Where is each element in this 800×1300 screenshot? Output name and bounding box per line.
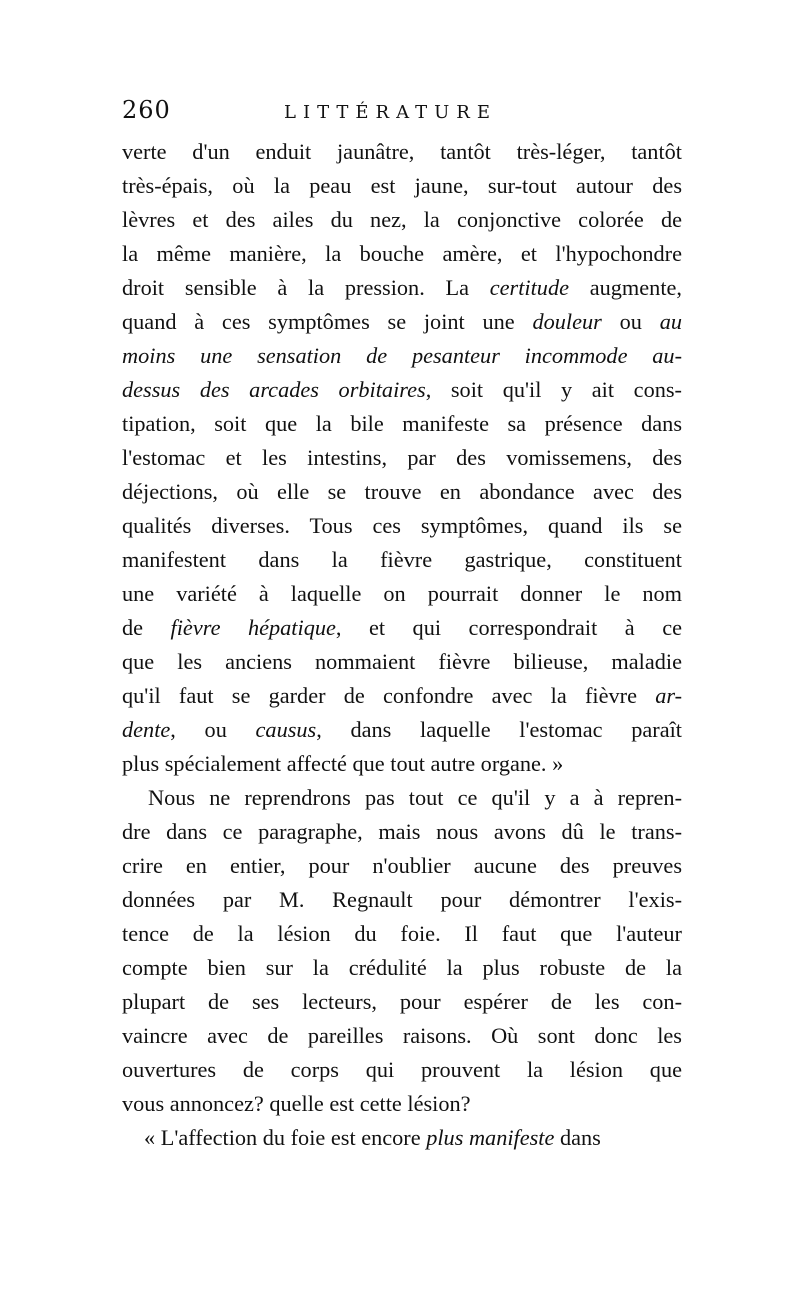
text-segment: l'estomac et les intestins, par des vomissemens, des <box>122 445 682 470</box>
text-segment: tipation, soit que la bile manifeste sa présence dans <box>122 411 682 436</box>
text-segment: Nous ne reprendrons pas tout ce qu'il y a à repren- <box>148 785 682 810</box>
text-segment: données par M. Regnault pour démontrer l'exis- <box>122 887 682 912</box>
text-segment: vaincre avec de pareilles raisons. Où sont donc les <box>122 1023 682 1048</box>
text-line <box>122 271 682 305</box>
text-line <box>122 679 682 713</box>
text-line <box>122 713 682 747</box>
text-segment: qualités diverses. Tous ces symptômes, quand ils se <box>122 513 682 538</box>
text-line <box>122 815 682 849</box>
text-line <box>122 951 682 985</box>
text-line <box>122 611 682 645</box>
text-segment: plus spécialement affecté que tout autre organe. » <box>122 751 564 776</box>
text-segment: droit sensible à la pression. La <box>122 275 490 300</box>
body-text <box>122 135 682 1155</box>
text-segment: déjections, où elle se trouve en abondance avec des <box>122 479 682 504</box>
running-head: LITTÉRATURE <box>284 102 497 123</box>
text-line <box>122 781 682 815</box>
italic-text: douleur <box>532 309 602 334</box>
text-segment: manifestent dans la fièvre gastrique, constituent <box>122 547 682 572</box>
text-segment: tence de la lésion du foie. Il faut que l'auteur <box>122 921 682 946</box>
page-number: 260 <box>122 96 171 124</box>
text-line <box>122 849 682 883</box>
italic-text: causus <box>255 717 317 742</box>
text-segment: verte d'un enduit jaunâtre, tantôt très-léger, tantôt <box>122 139 682 164</box>
text-segment: « L'affection du foie est encore <box>144 1125 427 1150</box>
text-segment: de <box>122 615 171 640</box>
text-segment: ouvertures de corps qui prouvent la lésion que <box>122 1057 682 1082</box>
italic-text: dente <box>122 717 171 742</box>
italic-text: moins une sensation de pesanteur incommode au- <box>122 343 682 368</box>
text-line <box>122 237 682 271</box>
text-line <box>122 1053 682 1087</box>
text-segment: quand à ces symptômes se joint une <box>122 309 533 334</box>
italic-text: ar- <box>655 683 682 708</box>
text-line <box>122 441 682 475</box>
italic-text: plus manifeste <box>426 1125 555 1150</box>
text-line <box>122 747 682 781</box>
italic-text: au <box>659 309 682 334</box>
text-line <box>122 135 682 169</box>
text-line <box>122 1121 682 1155</box>
text-line <box>122 509 682 543</box>
text-segment: qu'il faut se garder de confondre avec la fièvre <box>122 683 656 708</box>
text-line <box>122 985 682 1019</box>
text-segment: vous annoncez? quelle est cette lésion? <box>122 1091 471 1116</box>
text-segment: , dans laquelle l'estomac paraît <box>316 717 682 742</box>
text-line <box>122 169 682 203</box>
text-segment: ou <box>601 309 660 334</box>
text-line <box>122 1019 682 1053</box>
text-segment: crire en entier, pour n'oublier aucune des preuves <box>122 853 682 878</box>
text-segment: dre dans ce paragraphe, mais nous avons dû le trans- <box>122 819 682 844</box>
text-line <box>122 407 682 441</box>
italic-text: certitude <box>489 275 569 300</box>
text-segment: dans <box>554 1125 601 1150</box>
text-segment: très-épais, où la peau est jaune, sur-tout autour des <box>122 173 682 198</box>
italic-text: dessus des arcades orbitaires <box>122 377 426 402</box>
text-segment: la même manière, la bouche amère, et l'hypochondre <box>122 241 682 266</box>
text-segment: plupart de ses lecteurs, pour espérer de les con- <box>122 989 682 1014</box>
italic-text: fièvre hépatique <box>170 615 336 640</box>
text-segment: , soit qu'il y ait cons- <box>425 377 682 402</box>
text-segment: que les anciens nommaient fièvre bilieuse, maladie <box>122 649 682 674</box>
text-segment: , ou <box>170 717 256 742</box>
text-segment: augmente, <box>569 275 682 300</box>
text-line <box>122 577 682 611</box>
text-segment: une variété à laquelle on pourrait donner le nom <box>122 581 682 606</box>
text-segment: lèvres et des ailes du nez, la conjonctive colorée de <box>122 207 682 232</box>
text-line <box>122 475 682 509</box>
text-segment: compte bien sur la crédulité la plus robuste de la <box>122 955 682 980</box>
text-line <box>122 883 682 917</box>
text-line <box>122 373 682 407</box>
text-line <box>122 339 682 373</box>
text-line <box>122 203 682 237</box>
text-line <box>122 305 682 339</box>
text-segment: , et qui correspondrait à ce <box>335 615 682 640</box>
text-line <box>122 917 682 951</box>
page-header <box>122 96 682 130</box>
text-line <box>122 1087 682 1121</box>
text-line <box>122 645 682 679</box>
text-line <box>122 543 682 577</box>
